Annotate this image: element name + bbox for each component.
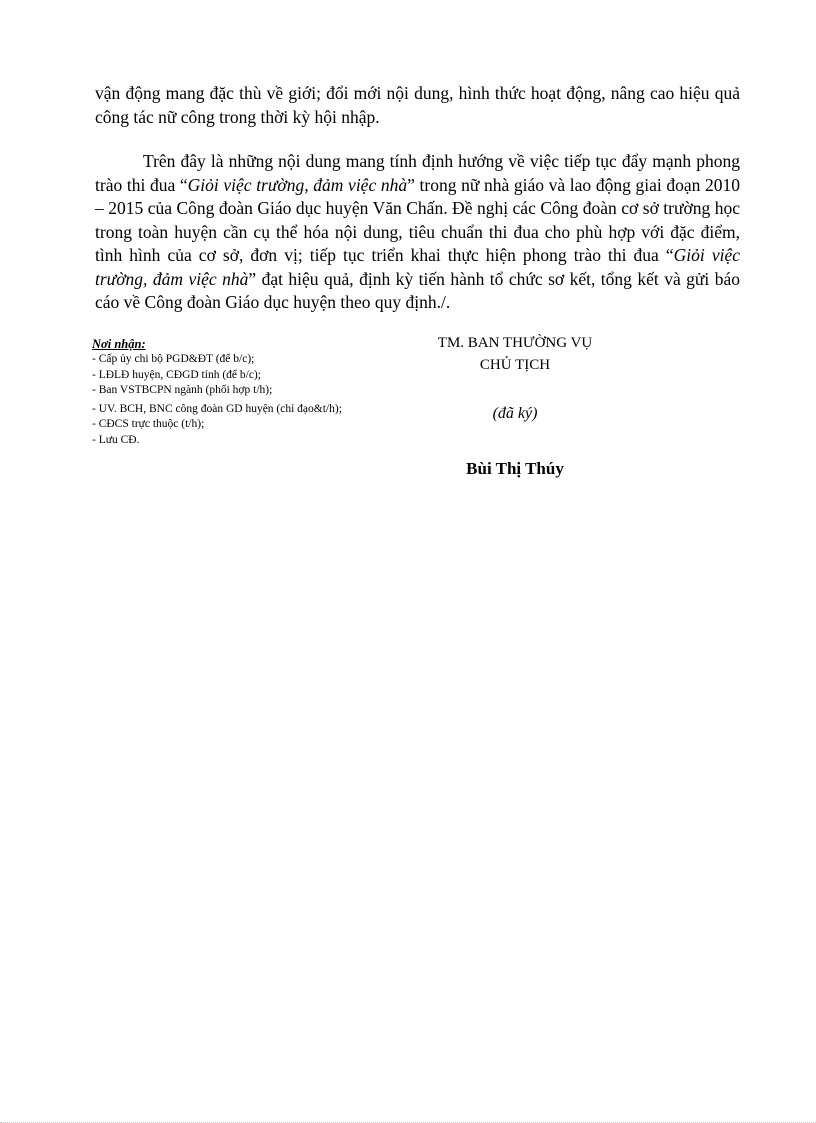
paragraph-text: Trên đây là những nội dung mang tính định hướng về việc tiếp tục đẩy mạnh phong trào thi đua “ xyxy=(95,151,740,195)
paragraph-text: ” đạt hiệu quả, định kỳ tiến hành tổ chức sơ kết, tổng kết và gửi báo cáo về Công đoàn Giáo dục huyện theo quy định./. xyxy=(95,268,740,312)
signed-note: (đã ký) xyxy=(492,405,538,422)
recipient-item: - LĐLĐ huyện, CĐGD tỉnh (để b/c); xyxy=(92,368,261,381)
signer-name: Bùi Thị Thúy xyxy=(466,459,564,478)
movement-name-italic: Giỏi việc trường, đảm việc nhà xyxy=(187,174,408,195)
signature-title-line: CHỦ TỊCH xyxy=(479,357,551,373)
paragraph-closing-2 xyxy=(95,150,740,315)
recipient-item: - Cấp ủy chi bộ PGD&ĐT (để b/c); xyxy=(92,353,255,365)
recipient-item: - Ban VSTBCPN ngành (phối hợp t/h); xyxy=(92,384,273,397)
recipient-item: - Lưu CĐ. xyxy=(92,433,140,446)
movement-name-italic: Giỏi việc trường, đảm việc nhà xyxy=(95,245,740,289)
signature-org-line: TM. BAN THƯỜNG VỤ xyxy=(437,335,593,351)
recipients-block xyxy=(92,336,422,449)
paragraph-closing-1: vận động mang đặc thù về giới; đổi mới nội dung, hình thức hoạt động, nâng cao hiệu quả công tác nữ công trong thời kỳ hội nhập. xyxy=(95,83,740,127)
recipient-item: - UV. BCH, BNC công đoàn GD huyện (chỉ đạo&t/h); xyxy=(92,402,342,415)
recipient-item: - CĐCS trực thuộc (t/h); xyxy=(92,418,205,431)
paragraph-text: ” trong nữ nhà giáo và lao động giai đoạn 2010 – 2015 của Công đoàn Giáo dục huyện Văn Chấn. Đề nghị các Công đoàn cơ sở trường học trong toàn huyện cần cụ thể hóa nội dung, tiêu chuẩn thi đua cho phù hợp với đặc điểm, tình hình của cơ sở, đơn vị; tiếp tục triển khai thực hiện phong trào thi đua “ xyxy=(95,174,741,265)
signature-org xyxy=(410,332,620,376)
recipients-title: Nơi nhận: xyxy=(92,337,146,351)
